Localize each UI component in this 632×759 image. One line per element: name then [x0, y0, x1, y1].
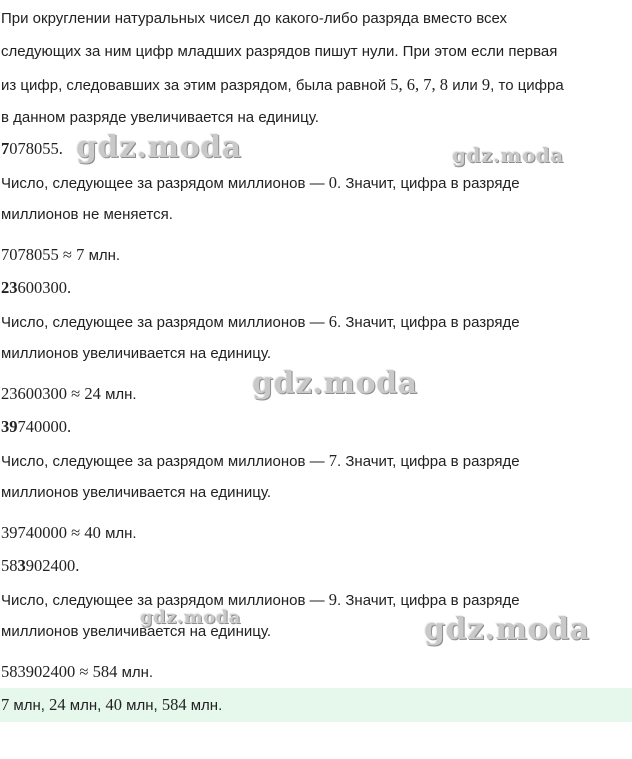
answer-unit: млн, [121, 697, 162, 714]
answer-unit: млн, [9, 697, 50, 714]
result-line [1, 246, 120, 265]
number-highlighted-digits: 23 [1, 278, 18, 297]
answer-unit: млн, [65, 697, 106, 714]
intro-line-2: следующих за ним цифр младших разрядов пишут нули. При этом если первая [1, 43, 558, 60]
explanation-text: Число, следующее за разрядом миллионов — [1, 314, 329, 331]
number-rest: 600300. [17, 278, 72, 297]
number-rest: 078055. [9, 139, 63, 158]
result-unit: млн. [105, 386, 137, 403]
result-line [1, 524, 137, 543]
result-value: 584 [92, 662, 118, 681]
digit: 8 [439, 75, 449, 94]
digit: 6 [406, 75, 416, 94]
result-number: 23600300 [1, 384, 67, 403]
intro-text: из цифр, следовавших за этим разрядом, была равной [1, 77, 391, 94]
number-rest: 902400. [25, 556, 80, 575]
explanation-text: . Значит, цифра в разряде [337, 592, 520, 609]
number-line [1, 279, 71, 297]
result-number: 583902400 [1, 662, 76, 681]
answer-value: 7 [1, 695, 10, 714]
result-line [1, 663, 153, 682]
explanation-text: . Значит, цифра в разряде [337, 314, 520, 331]
approx-sign: ≈ [62, 245, 72, 264]
explanation-line: миллионов увеличивается на единицу. [1, 484, 271, 501]
answer-unit: млн. [186, 697, 223, 714]
result-unit: млн. [88, 247, 121, 264]
watermark: gdz.moda [452, 143, 564, 167]
next-digit: 9 [328, 590, 338, 609]
intro-text: , то цифра [490, 77, 564, 94]
watermark: gdz.moda [252, 366, 418, 401]
answer-value: 24 [49, 695, 66, 714]
answer-value: 40 [105, 695, 122, 714]
explanation-text: . Значит, цифра в разряде [337, 175, 520, 192]
approx-sign: ≈ [79, 662, 89, 681]
next-digit: 0 [328, 173, 338, 192]
number-highlighted-digits: 3 [17, 556, 26, 575]
next-digit: 6 [328, 312, 338, 331]
explanation-line: миллионов увеличивается на единицу. [1, 623, 271, 640]
comma: , [415, 75, 424, 94]
answer-box [0, 688, 632, 722]
approx-sign: ≈ [71, 384, 81, 403]
explanation-line [1, 452, 520, 471]
watermark: gdz.moda [424, 612, 590, 647]
explanation-line [1, 174, 520, 193]
watermark: gdz.moda [76, 130, 242, 165]
intro-line-1: При округлении натуральных чисел до какого-либо разряда вместо всех [1, 10, 508, 27]
result-unit: млн. [121, 664, 154, 681]
result-number: 39740000 [1, 523, 67, 542]
explanation-text: Число, следующее за разрядом миллионов — [1, 175, 329, 192]
intro-line-4: в данном разряде увеличивается на единицу. [1, 109, 319, 126]
comma: , [398, 75, 407, 94]
intro-or: или [448, 77, 482, 94]
watermark: gdz.moda [140, 607, 241, 628]
result-value: 7 [76, 245, 85, 264]
explanation-text: Число, следующее за разрядом миллионов — [1, 592, 329, 609]
explanation-line [1, 313, 520, 332]
digit: 7 [423, 75, 432, 94]
number-highlighted-digits: 39 [1, 417, 18, 436]
explanation-text: . Значит, цифра в разряде [337, 453, 520, 470]
result-line [1, 385, 137, 404]
next-digit: 7 [328, 451, 338, 470]
number-line [1, 557, 79, 575]
intro-line-3 [1, 76, 564, 95]
comma: , [431, 75, 440, 94]
number-highlighted-digits: 7 [1, 139, 10, 158]
number-rest: 740000. [17, 417, 72, 436]
explanation-text: Число, следующее за разрядом миллионов — [1, 453, 329, 470]
result-unit: млн. [105, 525, 137, 542]
result-value: 40 [84, 523, 101, 542]
explanation-line [1, 591, 520, 610]
answer-line [1, 696, 222, 715]
digit: 5 [390, 75, 399, 94]
explanation-line: миллионов не меняется. [1, 206, 173, 223]
answer-value: 584 [161, 695, 187, 714]
number-line [1, 140, 63, 158]
result-value: 24 [84, 384, 101, 403]
number-line [1, 418, 71, 436]
approx-sign: ≈ [71, 523, 81, 542]
digit: 9 [481, 75, 491, 94]
explanation-line: миллионов увеличивается на единицу. [1, 345, 271, 362]
result-number: 7078055 [1, 245, 59, 264]
number-prefix: 58 [1, 556, 18, 575]
